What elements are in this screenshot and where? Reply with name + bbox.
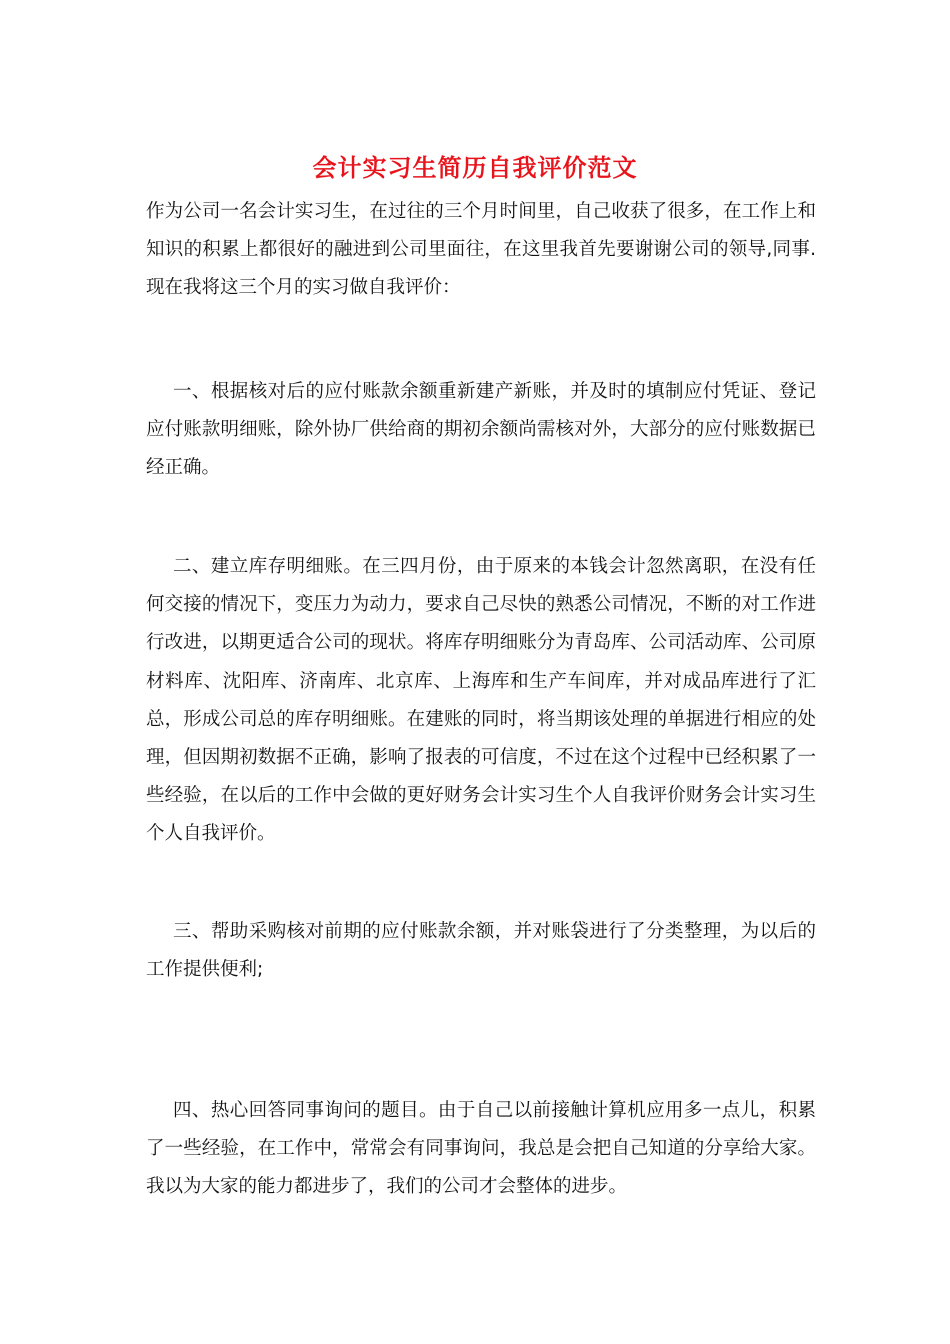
paragraph-item-4: 四、热心回答同事询问的题目。由于自己以前接触计算机应用多一点儿，积累了一些经验，在工作中，常常会有同事询问，我总是会把自己知道的分享给大家。我以为大家的能力都进步了，我们的公司才会整体的进步。 [146,1100,816,1198]
paragraph-item-2: 二、建立库存明细账。在三四月份，由于原来的本钱会计忽然离职，在没有任何交接的情况下，变压力为动力，要求自己尽快的熟悉公司情况，不断的对工作进行改进，以期更适合公司的现状。将库存明细账分为青岛库、公司活动库、公司原材料库、沈阳库、济南库、北京库、上海库和生产车间库，并对成品库进行了汇总，形成公司总的库存明细账。在建账的同时，将当期该处理的单据进行相应的处理，但因期初数据不正确，影响了报表的可信度，不过在这个过程中已经积累了一些经验，在以后的工作中会做的更好财务会计实习生个人自我评价财务会计实习生个人自我评价。 [146,556,816,845]
paragraph-item-1: 一、根据核对后的应付账款余额重新建产新账，并及时的填制应付凭证、登记应付账款明细账，除外协厂供给商的期初余额尚需核对外，大部分的应付账数据已经正确。 [146,381,816,479]
paragraph-item-3: 三、帮助采购核对前期的应付账款余额，并对账袋进行了分类整理，为以后的工作提供便利; [146,921,816,981]
intro-paragraph: 作为公司一名会计实习生，在过往的三个月时间里，自己收获了很多，在工作上和知识的积累上都很好的融进到公司里面往，在这里我首先要谢谢公司的领导,同事.现在我将这三个月的实习做自我评价： [146,201,816,299]
document-title: 会计实习生简历自我评价范文 [312,153,638,182]
